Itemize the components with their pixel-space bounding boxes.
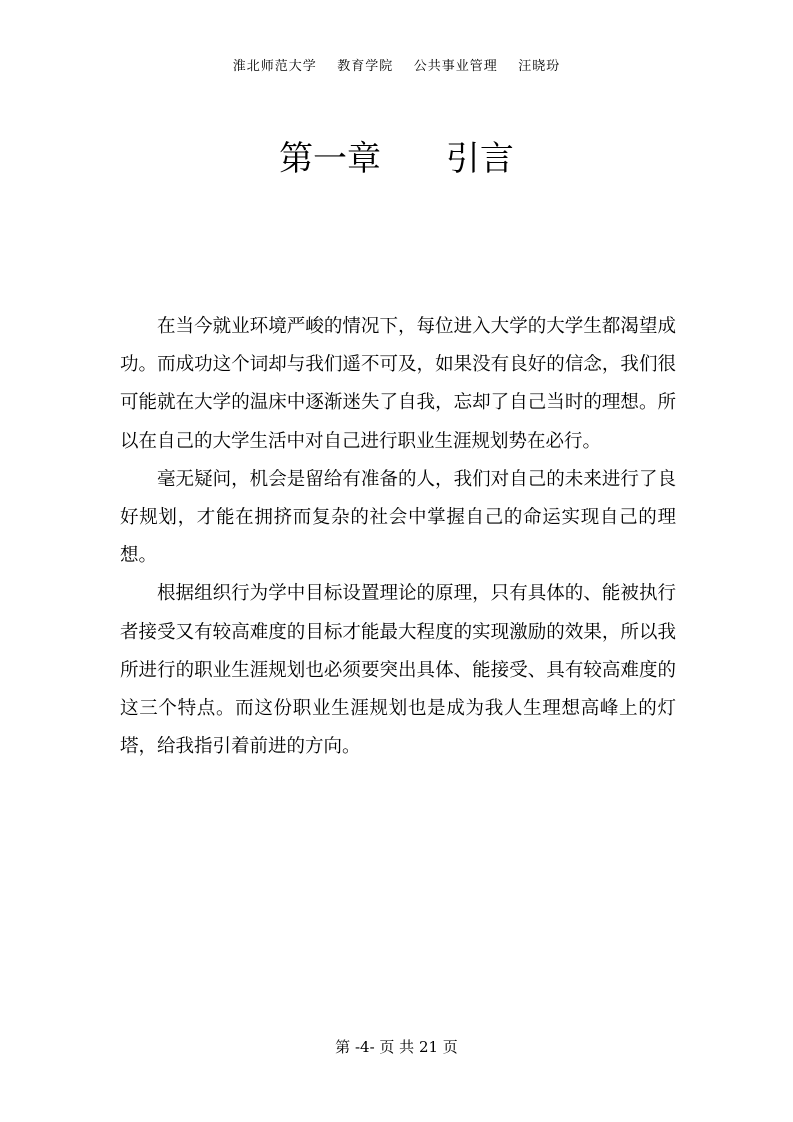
footer-middle: - 页 共 [369, 1038, 419, 1056]
body-text [120, 308, 676, 766]
footer-suffix: 页 [438, 1038, 458, 1056]
paragraph-1: 在当今就业环境严峻的情况下，每位进入大学的大学生都渴望成功。而成功这个词却与我们遥不可及，如果没有良好的信念，我们很可能就在大学的温床中逐渐迷失了自我，忘却了自己当时的理想。所以在自己的大学生活中对自己进行职业生涯规划势在必行。 [120, 316, 676, 452]
page-number: 4 [360, 1038, 370, 1056]
chapter-title: 第一章 引言 [279, 139, 514, 179]
paragraph-3: 根据组织行为学中目标设置理论的原理，只有具体的、能被执行者接受又有较高难度的目标才能最大程度的实现激励的效果，所以我所进行的职业生涯规划也必须要突出具体、能接受、具有较高难度的这三个特点。而这份职业生涯规划也是成为我人生理想高峰上的灯塔，给我指引着前进的方向。 [120, 583, 676, 758]
page-footer [0, 1037, 793, 1057]
paragraph-2: 毫无疑问，机会是留给有准备的人，我们对自己的未来进行了良好规划，才能在拥挤而复杂的社会中掌握自己的命运实现自己的理想。 [120, 468, 676, 567]
total-pages: 21 [418, 1038, 439, 1056]
running-header: 淮北师范大学 教育学院 公共事业管理 汪晓玢 [232, 59, 561, 74]
footer-prefix: 第 - [335, 1038, 361, 1056]
